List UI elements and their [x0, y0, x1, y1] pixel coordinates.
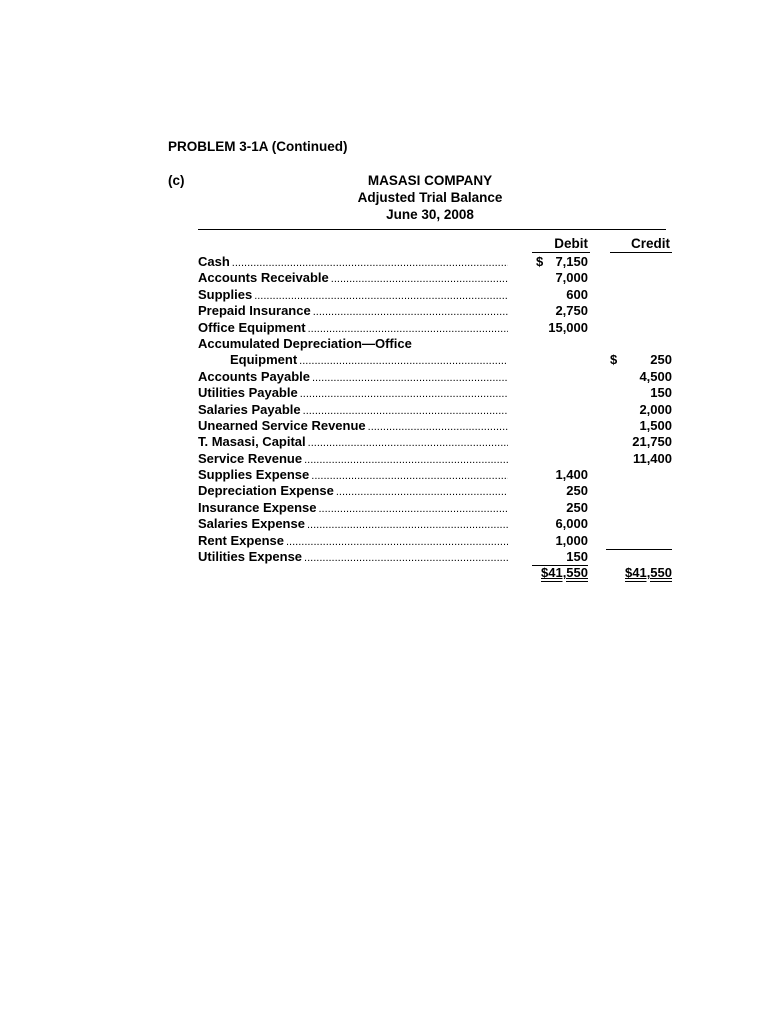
- credit-value: 250: [650, 352, 672, 368]
- account-label: Supplies: [198, 286, 253, 302]
- account-label: Utilities Payable: [198, 385, 298, 401]
- account-name: [198, 549, 508, 566]
- credit-amount: [606, 352, 672, 368]
- debit-amount: [532, 500, 588, 516]
- debit-amount: [532, 533, 588, 549]
- debit-value: 250: [566, 483, 588, 499]
- header-rule: [198, 229, 666, 230]
- debit-value: 7,000: [555, 270, 588, 286]
- table-row: [198, 418, 678, 434]
- table-row: [198, 320, 678, 336]
- debit-amount: [532, 467, 588, 483]
- credit-amount: [606, 402, 672, 418]
- account-name: [198, 434, 508, 451]
- debit-amount: [532, 254, 588, 270]
- table-row: [198, 336, 678, 352]
- account-name: [198, 533, 508, 550]
- table-row: [198, 483, 678, 499]
- account-label: Office Equipment: [198, 319, 306, 335]
- credit-value: 4,500: [639, 368, 672, 384]
- dollar-sign: $: [610, 352, 618, 368]
- account-label: Prepaid Insurance: [198, 303, 311, 319]
- debit-amount: [532, 320, 588, 336]
- table-row: [198, 352, 678, 368]
- account-name: [198, 483, 508, 500]
- credit-amount: [606, 418, 672, 434]
- totals-row: [198, 565, 678, 581]
- credit-value: 21,750: [632, 434, 672, 450]
- credit-value: 150: [650, 385, 672, 401]
- table-row: [198, 533, 678, 549]
- credit-total: $41,550: [625, 565, 672, 581]
- debit-amount: [532, 549, 588, 566]
- credit-value: 11,400: [632, 450, 672, 466]
- debit-value: 1,000: [555, 532, 588, 548]
- debit-value: 600: [566, 286, 588, 302]
- table-row: [198, 467, 678, 483]
- table-row: [198, 451, 678, 467]
- credit-amount: [606, 385, 672, 401]
- account-label: Accounts Payable: [198, 368, 310, 384]
- table-row: [198, 516, 678, 532]
- credit-value: 1,500: [639, 417, 672, 433]
- account-label: Accumulated Depreciation—Office: [198, 335, 412, 351]
- table-row: [198, 369, 678, 385]
- debit-amount: [532, 303, 588, 319]
- credit-column-header: Credit: [610, 236, 672, 253]
- account-name: [198, 385, 508, 402]
- account-name: [198, 402, 508, 419]
- table-row: [198, 385, 678, 401]
- company-name: MASASI COMPANY: [367, 173, 493, 188]
- account-label: Unearned Service Revenue: [198, 417, 366, 433]
- table-row: [198, 549, 678, 565]
- table-row: [198, 434, 678, 450]
- debit-value: 150: [566, 549, 588, 565]
- account-name: [198, 303, 508, 320]
- account-name: [198, 320, 508, 337]
- account-label: T. Masasi, Capital: [198, 434, 306, 450]
- account-name: [230, 352, 508, 369]
- account-label: Utilities Expense: [198, 549, 303, 565]
- statement-date: June 30, 2008: [386, 207, 474, 222]
- credit-value: 2,000: [639, 401, 672, 417]
- table-row: [198, 303, 678, 319]
- dollar-sign: $: [536, 254, 544, 269]
- account-name: [198, 500, 508, 517]
- problem-title: PROBLEM 3-1A (Continued): [168, 139, 348, 154]
- debit-amount: [532, 287, 588, 303]
- credit-amount: [606, 549, 672, 550]
- account-name: [198, 516, 508, 533]
- debit-value: 15,000: [548, 319, 588, 335]
- account-label: Salaries Expense: [198, 516, 305, 532]
- table-row: [198, 402, 678, 418]
- debit-value: 250: [566, 499, 588, 515]
- table-row: [198, 500, 678, 516]
- credit-amount: [606, 451, 672, 467]
- account-label: Equipment: [230, 352, 298, 368]
- account-label: Depreciation Expense: [198, 483, 334, 499]
- account-name: [198, 270, 508, 287]
- account-label: Supplies Expense: [198, 467, 310, 483]
- statement-header: [300, 172, 560, 223]
- debit-amount: [532, 516, 588, 532]
- debit-value: 7,150: [555, 254, 588, 269]
- account-label: Cash: [198, 254, 230, 269]
- debit-amount: [532, 270, 588, 286]
- account-label: Accounts Receivable: [198, 270, 329, 286]
- debit-value: 6,000: [555, 516, 588, 532]
- account-label: Salaries Payable: [198, 401, 301, 417]
- debit-value: 1,400: [555, 467, 588, 483]
- account-name: [198, 467, 508, 484]
- account-name: [198, 336, 508, 352]
- statement-name: Adjusted Trial Balance: [357, 190, 503, 205]
- account-label: Insurance Expense: [198, 499, 317, 515]
- part-label: (c): [168, 173, 185, 188]
- debit-value: 2,750: [555, 303, 588, 319]
- account-name: [198, 418, 508, 435]
- account-label: Service Revenue: [198, 450, 303, 466]
- account-name: [198, 451, 508, 468]
- account-name: [198, 287, 508, 304]
- credit-amount: [606, 434, 672, 450]
- debit-amount: [532, 483, 588, 499]
- debit-total: $41,550: [541, 565, 588, 581]
- table-row: [198, 270, 678, 286]
- table-row: [198, 254, 678, 270]
- account-name: [198, 369, 508, 386]
- credit-amount: [606, 369, 672, 385]
- debit-column-header: Debit: [532, 236, 590, 253]
- account-label: Rent Expense: [198, 532, 284, 548]
- trial-balance-table: [198, 254, 678, 582]
- account-name: [198, 254, 508, 271]
- table-row: [198, 287, 678, 303]
